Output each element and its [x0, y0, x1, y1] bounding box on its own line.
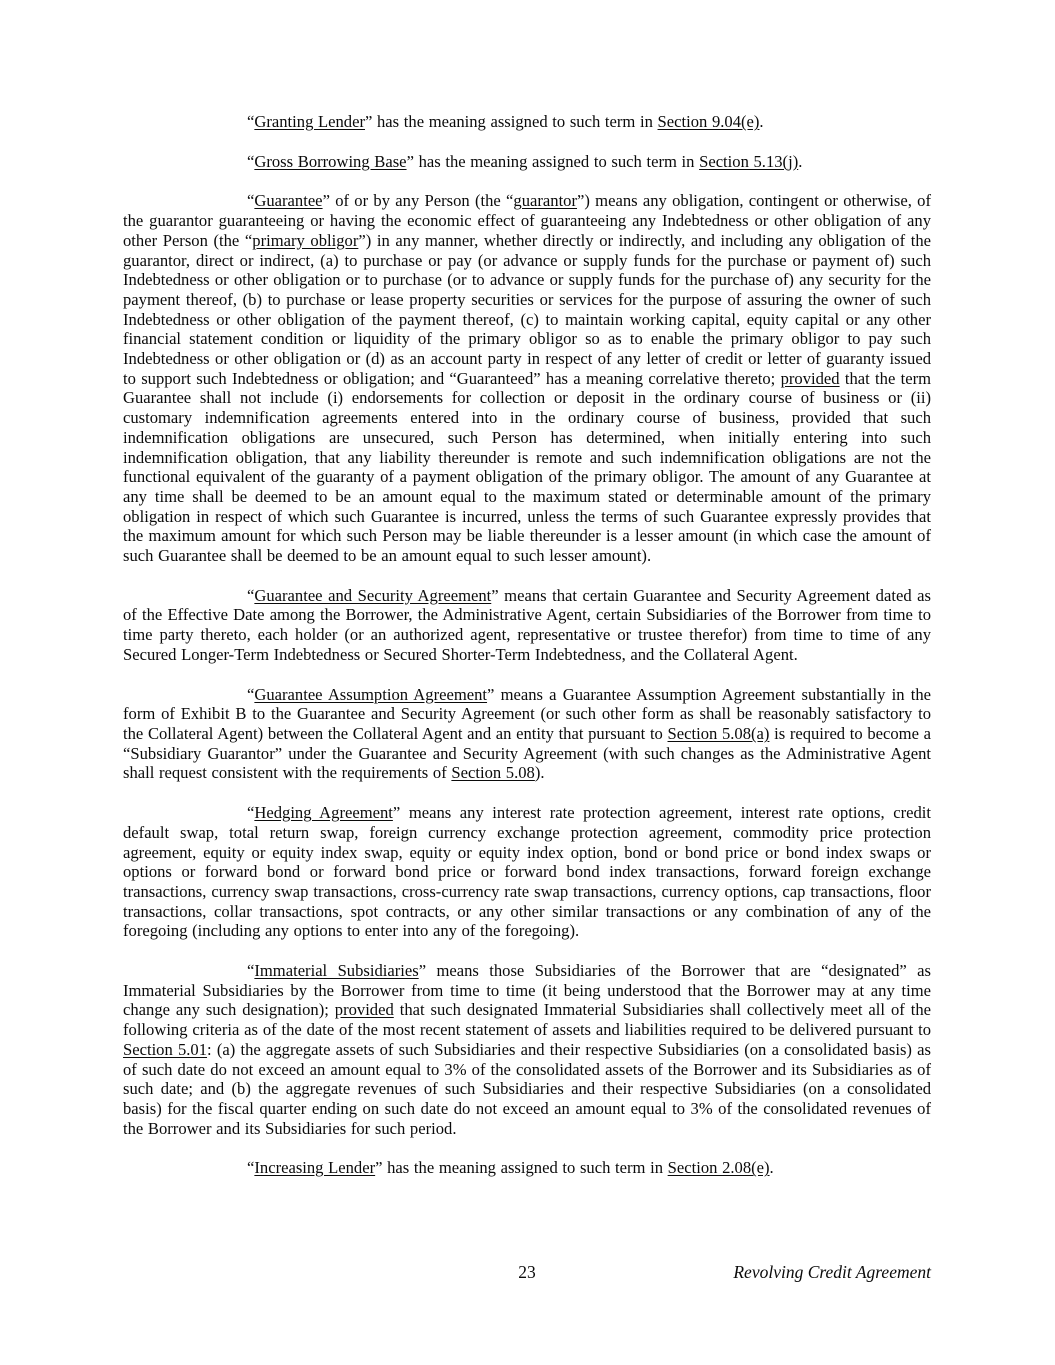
document-body	[123, 112, 931, 1198]
defined-term: guarantor	[513, 191, 578, 211]
body-text: that such designated Immaterial Subsidiaries shall collectively meet all of the following criteria as of the date of the most recent statement of assets and liabilities required to be delivered pursuant to	[123, 1000, 931, 1040]
footer-doc-title: Revolving Credit Agreement	[733, 1262, 931, 1282]
body-text: “	[247, 803, 255, 823]
body-text: is required to become a “Subsidiary Guarantor” under the Guarantee and Security Agreement (with such changes as the Administrative Agent shall request consistent with the requirements of	[123, 723, 931, 783]
body-text: “	[247, 191, 255, 211]
defined-term: provided	[334, 1000, 394, 1020]
definition-guarantee	[123, 191, 931, 565]
defined-term: provided	[780, 368, 840, 388]
body-text: ” means that certain Guarantee and Security Agreement dated as of the Effective Date among the Borrower, the Administrative Agent, certain Subsidiaries of the Borrower from time to time party thereto, each holder (or an authorized agent, representative or trustee therefor) from time to time of any Secured Longer-Term Indebtedness or Secured Shorter-Term Indebtedness, and the Collateral Agent.	[123, 585, 931, 664]
body-text: .	[759, 112, 764, 131]
defined-term: Guarantee	[254, 191, 323, 211]
body-text: ” means a Guarantee Assumption Agreement substantially in the form of Exhibit B to the Guarantee and Security Agreement (or such other form as shall be reasonably satisfactory to the Collateral Agent) between the Collateral Agent and an entity that pursuant to	[123, 684, 931, 743]
body-text: “	[247, 585, 255, 605]
body-text: ” has the meaning assigned to such term in	[365, 112, 658, 131]
defined-term: Section 5.08	[451, 763, 535, 783]
body-text: “	[247, 112, 255, 131]
page-number: 23	[518, 1262, 536, 1282]
body-text: “	[247, 151, 255, 171]
body-text: that the term Guarantee shall not include (i) endorsements for collection or deposit in the ordinary course of business or (ii) customary indemnification agreements entered into in the ordinary course of business, provided that such indemnification obligations are unsecured, such Person has determined, when initially entering into such indemnification obligation, that any liability thereunder is remote and such indemnification obligations are not the functional equivalent of the guaranty of a payment obligation of the primary obligor. The amount of any Guarantee at any time shall be deemed to be an amount equal to the maximum stated or determinable amount of the primary obligation in respect of which such Guarantee is incurred, unless the terms of such Guarantee expressly provides that the maximum amount for which such Person may be liable thereunder is a lesser amount (in which case the amount of such Guarantee shall be deemed to be an amount equal to such lesser amount).	[123, 368, 931, 566]
defined-term: Section 5.01	[123, 1039, 208, 1059]
body-text: “	[247, 961, 255, 981]
defined-term: Section 2.08(e)	[667, 1158, 770, 1178]
body-text: .	[769, 1158, 774, 1178]
defined-term: Guarantee Assumption Agreement	[254, 684, 488, 704]
defined-term: Section 5.08(a)	[667, 723, 770, 743]
body-text: : (a) the aggregate assets of such Subsidiaries and their respective Subsidiaries (on a consolidated basis) as of such date do not exceed an amount equal to 3% of the consolidated assets of the Borrower and its Subsidiaries as of such date; and (b) the aggregate revenues of such Subsidiaries and their respective Subsidiaries (on a consolidated basis) for the fiscal quarter ending on such date do not exceed an amount equal to 3% of the consolidated revenues of the Borrower and its Subsidiaries for such period.	[123, 1039, 931, 1138]
defined-term: Increasing Lender	[254, 1158, 376, 1178]
body-text: ” means any interest rate protection agreement, interest rate options, credit default swap, total return swap, foreign currency exchange protection agreement, commodity price protection agreement, equity or equity index swap, equity or equity index option, bond or bond price or bond index swaps or options or forward bond or forward bond price or forward bond index transactions, forward foreign exchange transactions, currency swap transactions, cross-currency rate swap transactions, currency options, cap transactions, floor transactions, collar transactions, spot contracts, or any other similar transactions or any combination of any of the foregoing (including any options to enter into any of the foregoing).	[123, 803, 931, 941]
definition-guarantee-and-security-agreement	[123, 586, 931, 665]
defined-term: Immaterial Subsidiaries	[254, 961, 419, 981]
defined-term: Guarantee and Security Agreement	[254, 585, 492, 605]
defined-term: Gross Borrowing Base	[254, 151, 407, 171]
body-text: ” of or by any Person (the “	[322, 191, 514, 211]
body-text: ” has the meaning assigned to such term in	[406, 151, 700, 171]
definition-guarantee-assumption-agreement	[123, 685, 931, 784]
body-text: ” means those Subsidiaries of the Borrower that are “designated” as Immaterial Subsidiaries by the Borrower from time to time (it being understood that the Borrower may at any time change any such designation);	[123, 961, 931, 1020]
definition-increasing-lender	[123, 1158, 931, 1178]
body-text: .	[798, 151, 803, 171]
defined-term: Hedging Agreement	[254, 803, 393, 823]
defined-term: Section 5.13(j)	[699, 151, 799, 171]
definition-hedging-agreement	[123, 803, 931, 941]
definition-gross-borrowing-base	[123, 152, 931, 172]
body-text: ).	[534, 763, 545, 783]
definition-granting-lender	[123, 112, 931, 132]
body-text: ”) in any manner, whether directly or indirectly, and including any obligation of the guarantor, direct or indirect, (a) to purchase or pay (or advance or supply funds for the purchase or payment of) such Indebtedness or other obligation or to purchase (or to advance or supply funds for the purchase of) any security for the payment thereof, (b) to purchase or lease property securities or services for the purpose of assuring the owner of such Indebtedness or other obligation of the payment thereof, (c) to maintain working capital, equity capital or any other financial statement condition or liquidity of the primary obligor so as to enable the primary obligor to pay such Indebtedness or other obligation or (d) as an account party in respect of any letter of credit or letter of guaranty issued to support such Indebtedness or obligation; and “Guaranteed” has a meaning correlative thereto;	[123, 230, 931, 388]
body-text: “	[247, 1158, 255, 1178]
page-footer	[123, 1262, 931, 1286]
defined-term: primary obligor	[252, 230, 359, 250]
defined-term: Section 9.04(e)	[657, 112, 760, 131]
body-text: ” has the meaning assigned to such term in	[375, 1158, 668, 1178]
definition-immaterial-subsidiaries	[123, 961, 931, 1138]
defined-term: Granting Lender	[254, 112, 365, 131]
body-text: “	[247, 684, 255, 704]
body-text: ”) means any obligation, contingent or otherwise, of the guarantor guaranteeing or having the economic effect of guaranteeing any Indebtedness or other obligation of any other Person (the “	[123, 191, 932, 250]
